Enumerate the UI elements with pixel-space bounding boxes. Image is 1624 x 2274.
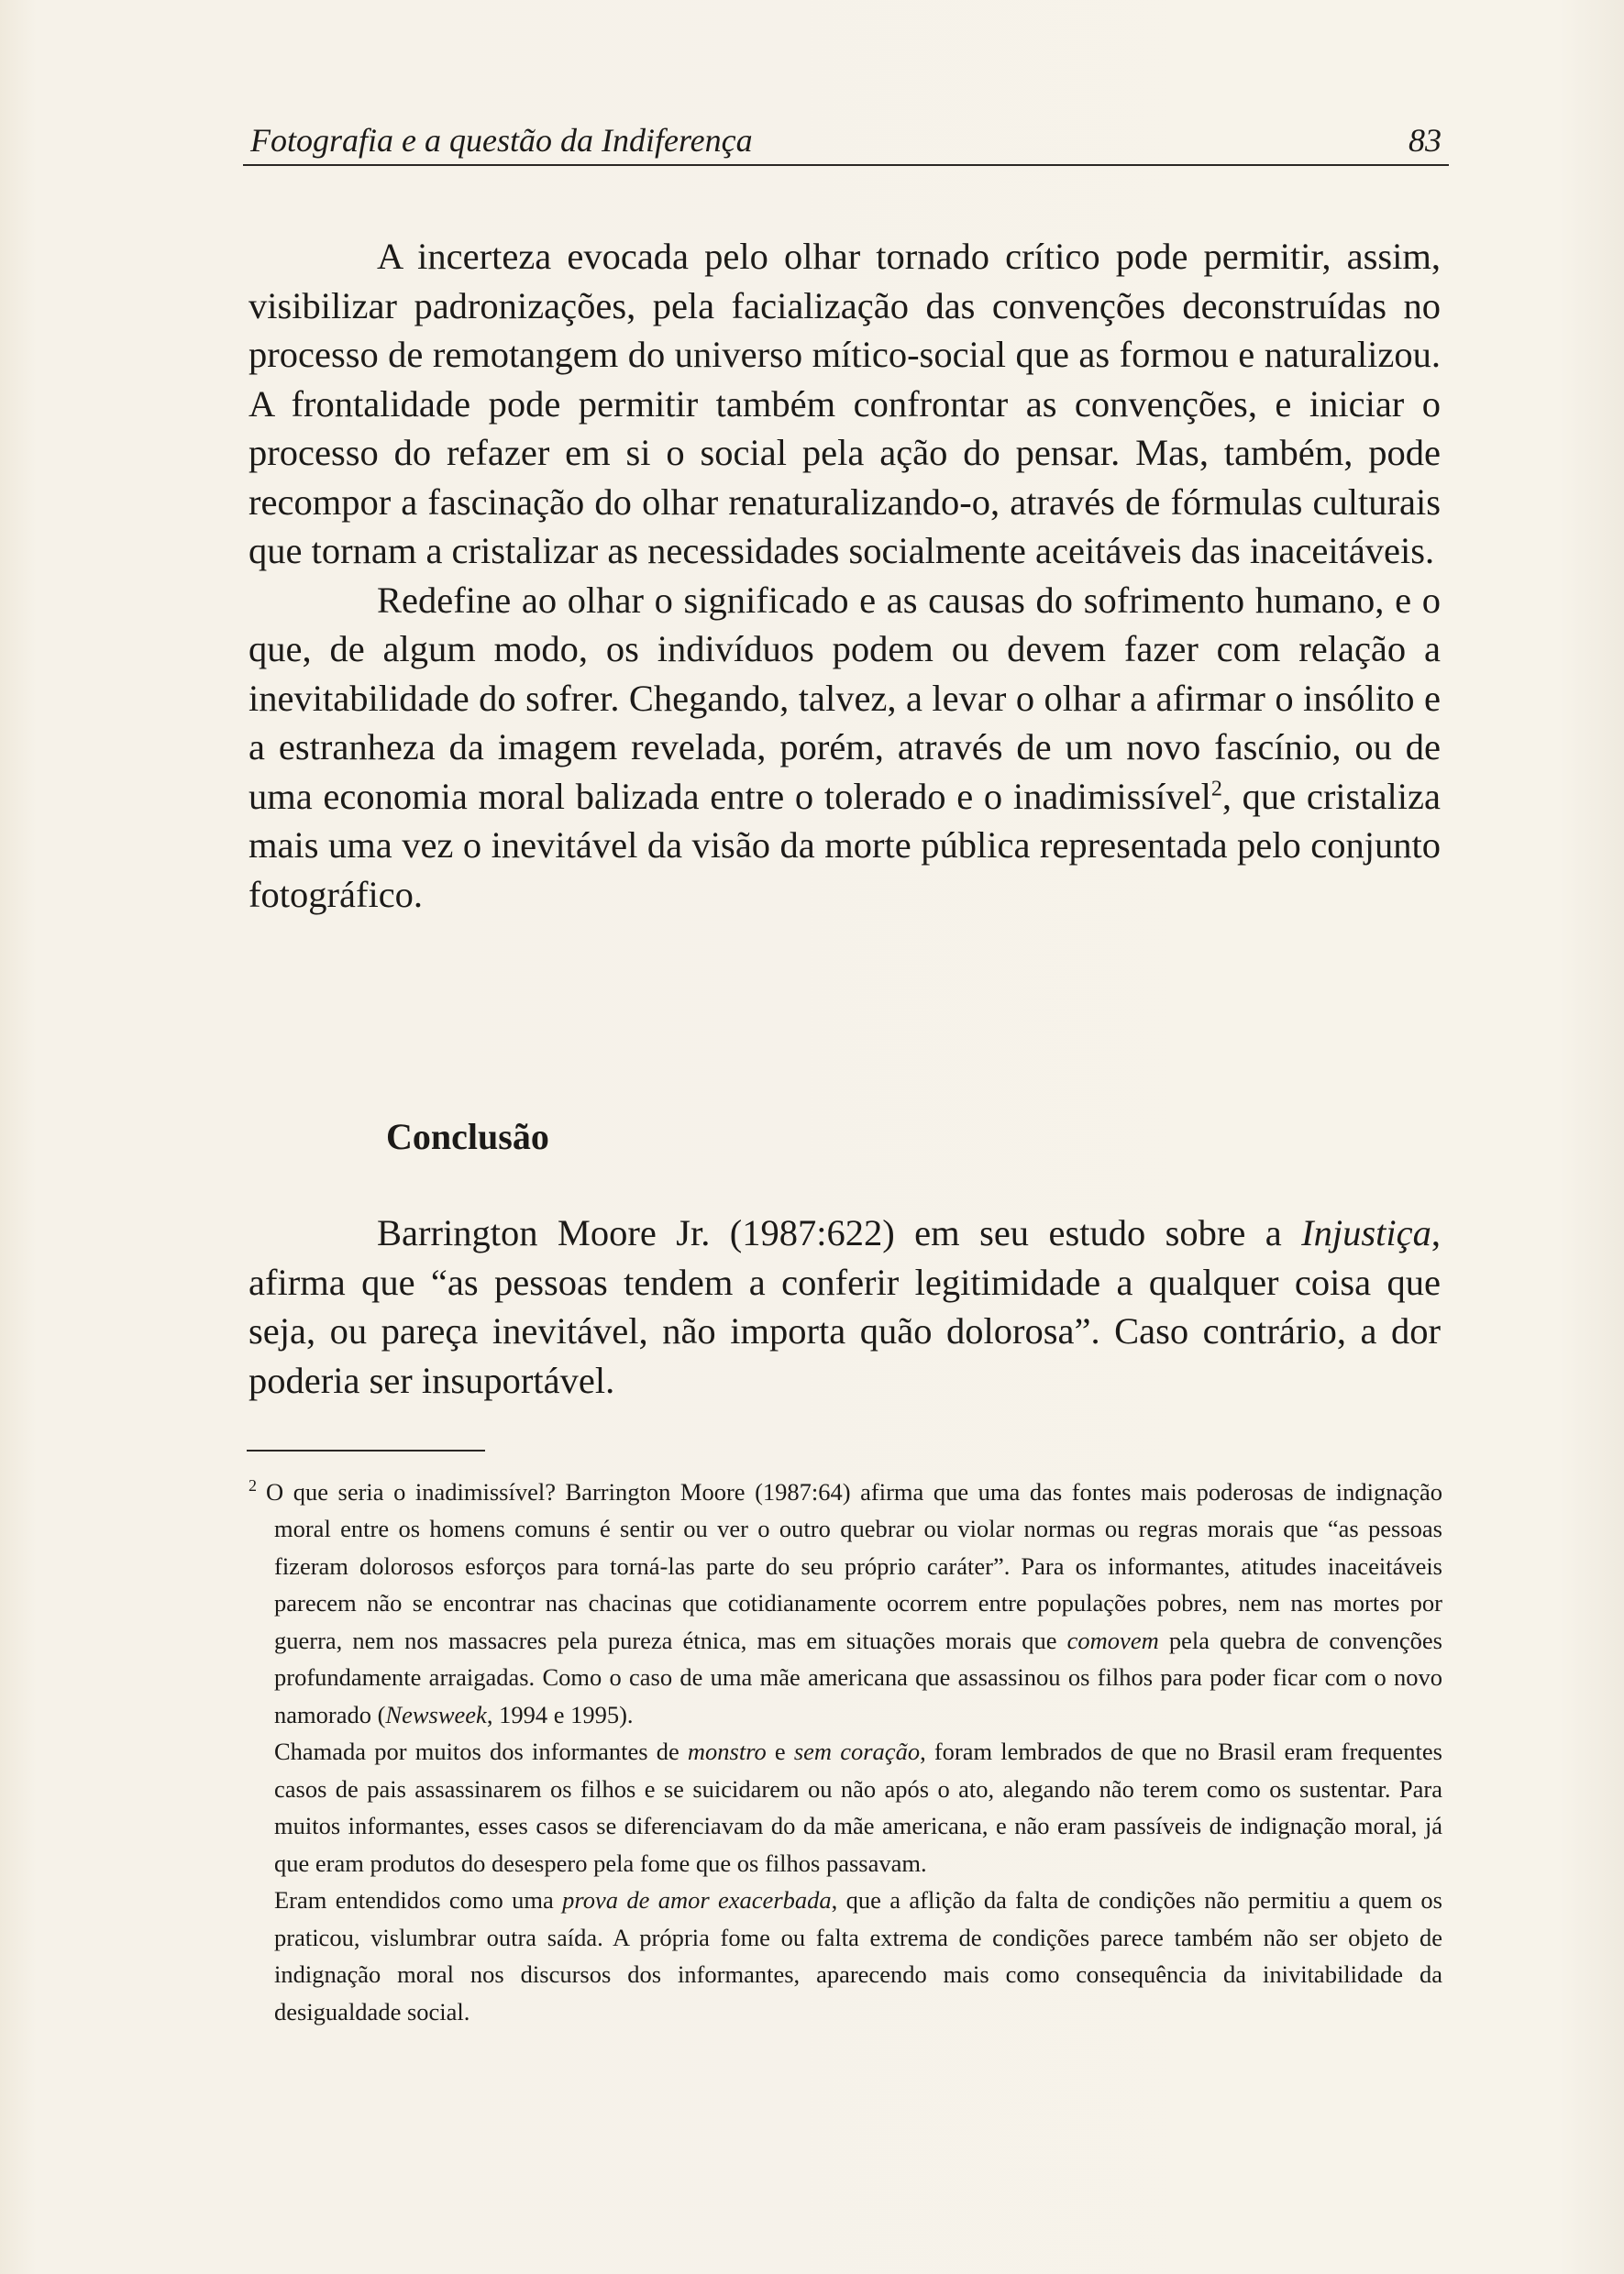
paragraph-2 [249,576,1441,920]
footnote-marker: 2 [249,1476,257,1495]
footnote-3-text-a: Eram entendidos como uma [274,1886,563,1915]
running-head [243,122,1449,166]
conclusion-text [249,1209,1441,1405]
footnote-paragraph-3 [249,1882,1442,2030]
footnote-reference: 2 [1210,777,1222,800]
body-text [249,232,1441,919]
running-title: Fotografia e a questão da Indiferença [250,122,753,159]
paragraph-3-italic: Injustiça [1301,1212,1431,1253]
footnote-paragraph-2 [249,1733,1442,1882]
footnote-1-text-b: pela quebra de convenções profundamente arraigadas. Como o caso de uma mãe americana que assassinou os filhos para poder ficar com o novo namorado ( [274,1626,1442,1728]
footnote-2-italic-a: monstro [687,1738,767,1766]
footnote-2-text-a: Chamada por muitos dos informantes de [274,1738,688,1766]
footnote-3-text-b: , que a aflição da falta de condições não permitiu a quem os praticou, vislumbrar outra saída. A própria fome ou falta extrema de condições parece também não ser objeto de indignação moral nos discursos dos informantes, aparecendo mais como consequência da inivitabilidade da desigualdade social. [274,1886,1442,2026]
footnote-1-italic-b: Newsweek [385,1700,487,1728]
paragraph-2-text-b: , que cristaliza mais uma vez o inevitável da visão da morte pública representada pelo conjunto fotográfico. [249,775,1442,915]
footnote-rule [247,1450,485,1452]
footnote-1-italic-a: comovem [1066,1626,1159,1654]
footnote-paragraph-1 [249,1467,1442,1733]
footnote-2-italic-b: sem coração [793,1738,921,1766]
footnote-1-text-a: O que seria o inadimissível? Barrington Moore (1987:64) afirma que uma das fontes mais poderosas de indignação moral entre os homens comuns é sentir ou ver o outro quebrar ou violar normas ou regras morais que “as pessoas fizeram dolorosos esforços para torná-las parte do seu próprio caráter”. Para os informantes, atitudes inaceitáveis parecem não se encontrar nas chacinas que cotidianamente ocorrem entre populações pobres, nem nas mortes por guerra, nem nos massacres pela pureza étnica, mas em situações morais que [266,1477,1442,1654]
paragraph-3 [249,1209,1441,1405]
paragraph-3-text-a: Barrington Moore Jr. (1987:622) em seu estudo sobre a [377,1212,1302,1253]
footnotes [249,1467,1442,2030]
paragraph-1: A incerteza evocada pelo olhar tornado crítico pode permitir, assim, visibilizar padronizações, pela facialização das convenções deconstruídas no processo de remotangem do universo mítico-social que as formou e naturalizou. A frontalidade pode permitir também confrontar as convenções, e iniciar o processo do refazer em si o social pela ação do pensar. Mas, também, pode recompor a fascinação do olhar renaturalizando-o, através de fórmulas culturais que tornam a cristalizar as necessidades socialmente aceitáveis das inaceitáveis. [249,236,1441,571]
page-number: 83 [1409,122,1442,159]
paragraph-3-text-b: , afirma que “as pessoas tendem a conferir legitimidade a qualquer coisa que seja, ou pareça inevitável, não importa quão dolorosa”. Caso contrário, a dor poderia ser insuportável. [249,1212,1441,1401]
footnote-3-italic: prova de amor exacerbada [562,1886,832,1915]
section-heading: Conclusão [386,1116,549,1157]
footnote-2-text-c: , foram lembrados de que no Brasil eram frequentes casos de pais assassinarem os filhos e se suicidarem ou não após o ato, alegando não terem como os sustentar. Para muitos informantes, esses casos se diferenciavam do da mãe americana, e não eram passíveis de indignação moral, já que eram produtos do desespero pela fome que os filhos passavam. [274,1738,1442,1877]
footnote-2-text-b: e [766,1738,794,1766]
paragraph-2-text-a: Redefine ao olhar o significado e as causas do sofrimento humano, e o que, de algum modo, os indivíduos podem ou devem fazer com relação a inevitabilidade do sofrer. Chegando, talvez, a levar o olhar a afirmar o insólito e a estranheza da imagem revelada, porém, através de um novo fascínio, ou de uma economia moral balizada entre o tolerado e o inadimissível [249,579,1441,817]
footnote-1-text-c: , 1994 e 1995). [486,1700,634,1728]
